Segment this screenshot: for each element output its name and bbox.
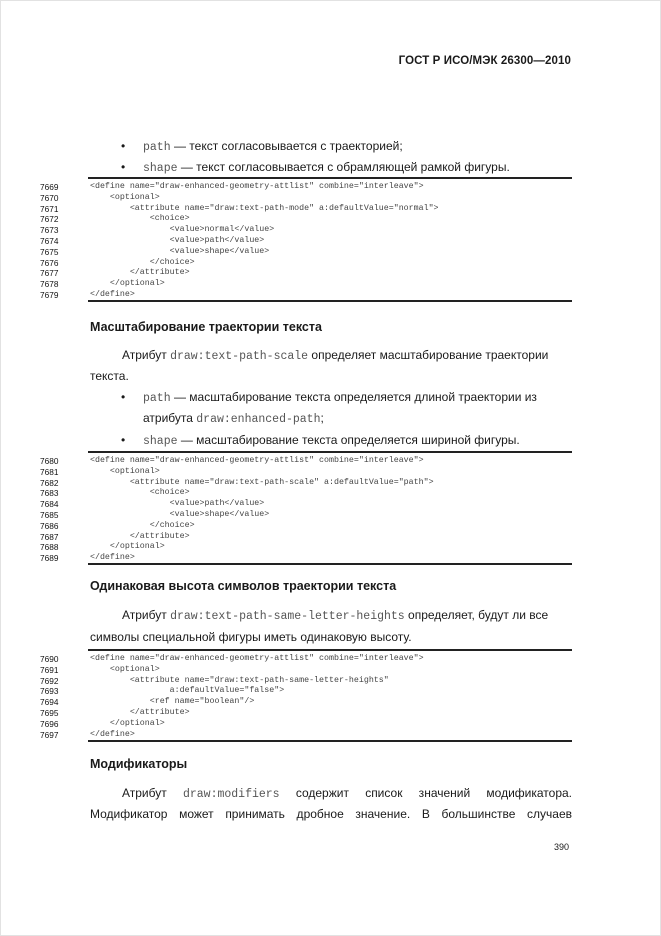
code-text: <define name="draw-enhanced-geometry-attlist" combine="interleave"> — [90, 654, 424, 663]
code-block-top-rule — [88, 649, 572, 651]
code-text: <define name="draw-enhanced-geometry-attlist" combine="interleave"> — [90, 182, 424, 191]
line-number: 7694 — [40, 697, 59, 708]
section-heading: Одинаковая высота символов траектории текста — [90, 579, 397, 593]
paragraph-line: символы специальной фигуры иметь одинаковую высоту. — [90, 630, 412, 644]
code-text: </attribute> — [90, 531, 190, 541]
line-number: 7680 — [40, 456, 59, 466]
line-number: 7683 — [40, 488, 59, 499]
bullet-text: — масштабирование текста определяется длиной траектории из — [170, 390, 537, 404]
line-number: 7689 — [40, 553, 59, 564]
code-text: <choice> — [90, 488, 190, 498]
code-text: </optional> — [90, 279, 165, 289]
code-text: </attribute> — [90, 708, 190, 717]
bullet-dot-icon: • — [121, 433, 126, 447]
code-text: </optional> — [90, 542, 165, 552]
code-text: <value>shape</value> — [90, 246, 270, 256]
bullet-shape — [121, 432, 520, 450]
line-number: 7672 — [40, 214, 59, 225]
code-text: <optional> — [90, 664, 160, 674]
code-term: draw:text-path-scale — [170, 350, 309, 363]
line-number: 7681 — [40, 466, 59, 477]
bullet-dot-icon: • — [121, 160, 126, 174]
paragraph-line: текста. — [90, 369, 129, 383]
paragraph-line: Модификатор может принимать дробное значение. В большинстве случаев — [90, 807, 572, 821]
line-number: 7676 — [40, 257, 59, 268]
line-number: 7686 — [40, 520, 59, 531]
code-block-bottom-rule — [88, 740, 572, 742]
code-text: a:defaultValue="false"> — [90, 686, 285, 696]
paragraph-same-letter-heights — [122, 607, 548, 625]
page-number: 390 — [553, 842, 569, 852]
code-term: shape — [143, 162, 178, 175]
code-text: <attribute name="draw:text-path-scale" a:defaultValue="path"> — [90, 477, 434, 487]
code-term: draw:text-path-same-letter-heights — [170, 610, 405, 623]
code-text: <attribute name="draw:text-path-mode" a:defaultValue="normal"> — [90, 203, 439, 213]
line-number: 7687 — [40, 531, 59, 542]
line-number: 7678 — [40, 279, 59, 290]
bullet-continuation — [143, 410, 324, 428]
paragraph-text-path-scale — [122, 347, 548, 365]
code-term: shape — [143, 435, 178, 448]
text: атрибута — [143, 411, 197, 425]
line-number: 7685 — [40, 510, 59, 520]
paragraph-modifiers — [122, 785, 572, 803]
line-number: 7669 — [40, 182, 59, 192]
text: определяет масштабирование траектории — [308, 348, 549, 362]
code-block-top-rule — [88, 177, 572, 179]
line-number: 7675 — [40, 246, 59, 257]
code-text: </choice> — [90, 257, 195, 267]
code-block-top-rule — [88, 451, 572, 453]
code-text: </optional> — [90, 718, 165, 728]
line-number: 7682 — [40, 477, 59, 488]
line-number: 7692 — [40, 675, 59, 686]
bullet-shape — [121, 159, 510, 177]
code-text: </attribute> — [90, 268, 190, 278]
text: ; — [320, 411, 324, 425]
code-text: <ref name="boolean"/> — [90, 697, 255, 707]
code-term: draw:enhanced-path — [196, 413, 321, 426]
text: определяет, будут ли все — [404, 608, 549, 622]
code-term: path — [143, 392, 171, 405]
line-number: 7691 — [40, 664, 59, 675]
code-text: <value>normal</value> — [90, 225, 275, 235]
bullet-text: — текст согласовывается с обрамляющей рамкой фигуры. — [177, 160, 510, 174]
code-text: <attribute name="draw:text-path-same-letter-heights" — [90, 675, 389, 685]
code-text: <value>path</value> — [90, 499, 265, 509]
line-number: 7679 — [40, 290, 59, 300]
line-number: 7688 — [40, 542, 59, 553]
code-text: <optional> — [90, 192, 160, 202]
line-number: 7697 — [40, 729, 59, 740]
bullet-text: — масштабирование текста определяется шириной фигуры. — [177, 433, 520, 447]
code-term: draw:modifiers — [182, 788, 280, 801]
code-block-bottom-rule — [88, 563, 572, 565]
line-number: 7695 — [40, 708, 59, 718]
code-text: <optional> — [90, 466, 160, 476]
bullet-dot-icon: • — [121, 390, 126, 404]
code-text: <choice> — [90, 214, 190, 224]
line-number: 7690 — [40, 654, 59, 664]
text: содержит список значений модификатора. — [279, 786, 573, 800]
line-number: 7684 — [40, 499, 59, 510]
code-text: </define> — [90, 553, 135, 563]
line-number: 7673 — [40, 225, 59, 236]
line-number: 7693 — [40, 686, 59, 697]
line-number: 7671 — [40, 203, 59, 214]
bullet-path — [121, 389, 537, 407]
document-header: ГОСТ Р ИСО/МЭК 26300—2010 — [398, 55, 571, 67]
text: Атрибут — [122, 786, 183, 800]
line-number: 7677 — [40, 268, 59, 279]
code-text: </define> — [90, 290, 135, 299]
bullet-path — [121, 138, 403, 156]
line-number: 7674 — [40, 236, 59, 246]
code-text: </choice> — [90, 520, 195, 530]
line-number: 7696 — [40, 718, 59, 729]
line-number: 7670 — [40, 192, 59, 203]
code-block-bottom-rule — [88, 300, 572, 302]
text: Атрибут — [122, 608, 171, 622]
code-text: <define name="draw-enhanced-geometry-attlist" combine="interleave"> — [90, 456, 424, 465]
text: Атрибут — [122, 348, 171, 362]
section-heading: Масштабирование траектории текста — [90, 320, 322, 334]
section-heading: Модификаторы — [90, 757, 188, 771]
bullet-text: — текст согласовывается с траекторией; — [170, 139, 403, 153]
code-text: <value>shape</value> — [90, 510, 270, 519]
code-term: path — [143, 141, 171, 154]
code-text: <value>path</value> — [90, 236, 265, 245]
bullet-dot-icon: • — [121, 139, 126, 153]
code-text: </define> — [90, 729, 135, 739]
